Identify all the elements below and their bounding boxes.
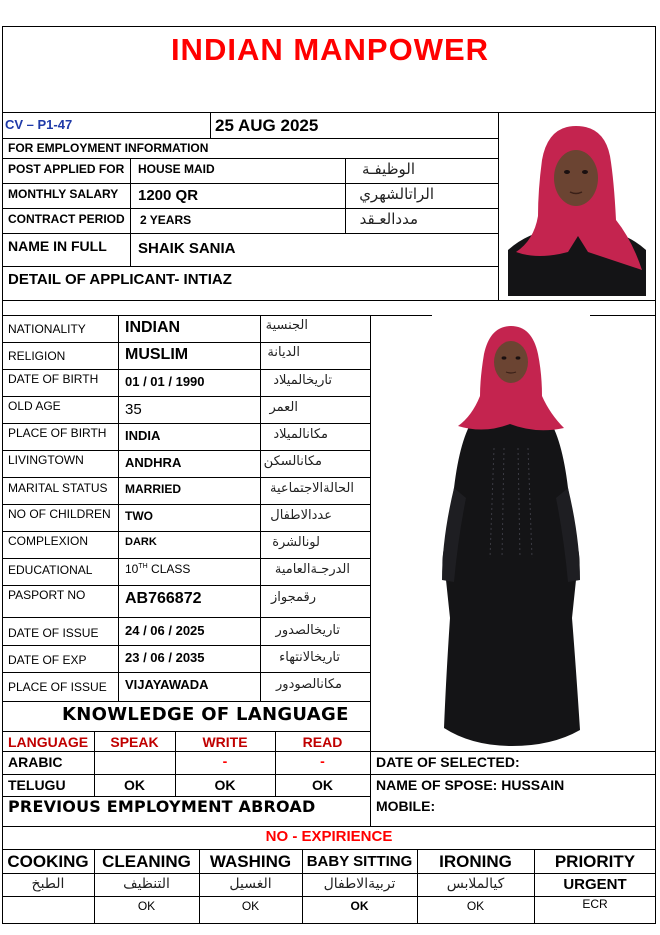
skill-washing-status: OK	[241, 899, 260, 913]
salary-arabic: الراتالشهري	[359, 185, 434, 203]
education-arabic: الدرجـةالعامية	[274, 562, 350, 577]
livingtown-label: LIVINGTOWN	[8, 453, 84, 467]
skill-cleaning: CLEANING	[102, 852, 191, 871]
age-arabic: العمر	[269, 400, 298, 415]
post-label: POST APPLIED FOR	[8, 162, 125, 176]
language-arabic-read: -	[320, 753, 325, 769]
nationality-label: NATIONALITY	[8, 322, 86, 336]
complexion-value: DARK	[125, 536, 157, 548]
language-telugu-speak: OK	[124, 777, 145, 793]
contract-label: CONTRACT PERIOD	[8, 212, 125, 226]
complexion-label: COMPLEXION	[8, 534, 89, 548]
post-arabic: الوظيفـة	[362, 160, 415, 178]
cv-code: CV – P1-47	[5, 117, 73, 132]
priority-ecr: ECR	[582, 897, 608, 911]
language-arabic-write: -	[222, 753, 228, 769]
children-arabic: عددالاطفال	[270, 508, 332, 523]
skill-priority: PRIORITY	[554, 852, 636, 871]
skill-baby-sitting-status: OK	[350, 899, 369, 913]
name-label: NAME IN FULL	[8, 238, 107, 254]
religion-arabic: الديانة	[267, 345, 300, 360]
language-header-write: WRITE	[202, 734, 248, 750]
expiry-date-label: DATE OF EXP	[8, 653, 87, 667]
issue-place-arabic: مكانالصودور	[276, 677, 342, 692]
expiry-date-arabic: تاريخالانتهاء	[279, 650, 340, 665]
name-value: SHAIK SANIA	[138, 240, 236, 257]
religion-label: RELIGION	[8, 349, 66, 363]
children-value: TWO	[125, 509, 153, 523]
language-title: KNOWLEDGE OF LANGUAGE	[62, 704, 349, 725]
birthplace-value: INDIA	[125, 428, 161, 443]
marital-label: MARITAL STATUS	[8, 481, 108, 495]
skill-ironing: IRONING	[439, 852, 512, 871]
applicant-photo-portrait	[508, 120, 646, 296]
language-header-language: LANGUAGE	[8, 734, 89, 750]
education-value	[125, 563, 190, 575]
skill-washing-arabic: الغسيل	[229, 876, 272, 892]
skill-cooking: COOKING	[7, 852, 89, 871]
language-arabic-name: ARABIC	[8, 754, 63, 770]
employment-section-title: FOR EMPLOYMENT INFORMATION	[8, 141, 209, 155]
education-class: CLASS	[147, 562, 191, 576]
passport-label: PASPORT NO	[8, 588, 86, 602]
salary-label: MONTHLY SALARY	[8, 187, 119, 201]
skill-cooking-arabic: الطبخ	[31, 876, 65, 892]
birthplace-arabic: مكانالميلاد	[273, 427, 328, 442]
nationality-value: INDIAN	[125, 319, 181, 336]
issue-date-value: 24 / 06 / 2025	[125, 623, 205, 638]
education-superscript: TH	[138, 563, 148, 570]
applicant-detail: DETAIL OF APPLICANT- INTIAZ	[8, 271, 232, 288]
skill-baby-sitting: BABY SITTING	[306, 853, 413, 870]
skill-ironing-status: OK	[466, 899, 485, 913]
children-label: NO OF CHILDREN	[8, 507, 111, 521]
marital-value: MARRIED	[125, 482, 181, 496]
issue-date-label: DATE OF ISSUE	[8, 626, 99, 640]
priority-urgent: URGENT	[563, 876, 627, 893]
birthplace-label: PLACE OF BIRTH	[8, 426, 107, 440]
complexion-arabic: لونالشرة	[272, 535, 320, 550]
previous-employment-value: NO - EXPIRIENCE	[265, 828, 393, 845]
skill-cleaning-arabic: التنظيف	[123, 876, 170, 892]
mobile: MOBILE:	[376, 798, 436, 814]
company-title: INDIAN MANPOWER	[170, 32, 490, 67]
skill-cleaning-status: OK	[137, 899, 156, 913]
religion-value: MUSLIM	[125, 346, 189, 363]
date-selected: DATE OF SELECTED:	[376, 754, 520, 770]
applicant-photo-full	[432, 318, 590, 750]
dob-arabic: تاريخالميلاد	[273, 373, 332, 388]
language-header-speak: SPEAK	[110, 734, 159, 750]
dob-label: DATE OF BIRTH	[8, 372, 99, 386]
expiry-date-value: 23 / 06 / 2035	[125, 650, 205, 665]
issue-place-value: VIJAYAWADA	[125, 677, 209, 692]
spouse-name: NAME OF SPOSE: HUSSAIN	[376, 777, 565, 793]
livingtown-arabic: مكانالسكن	[263, 454, 322, 469]
passport-value: AB766872	[125, 590, 202, 607]
passport-arabic: رقمجواز	[270, 590, 316, 605]
language-header-read: READ	[302, 734, 343, 750]
dob-value: 01 / 01 / 1990	[125, 374, 205, 389]
previous-employment-title: PREVIOUS EMPLOYMENT ABROAD	[8, 797, 316, 816]
issue-place-label: PLACE OF ISSUE	[8, 680, 107, 694]
skill-washing: WASHING	[209, 852, 292, 871]
post-value: HOUSE MAID	[138, 162, 215, 176]
marital-arabic: الحالةالاجتماعية	[270, 481, 354, 496]
contract-arabic: مددالعـقد	[359, 210, 418, 228]
language-telugu-read: OK	[312, 777, 333, 793]
language-telugu-name: TELUGU	[8, 777, 66, 793]
age-label: OLD AGE	[8, 399, 61, 413]
issue-date-arabic: تاريخالصدور	[275, 623, 340, 638]
education-number: 10	[125, 562, 139, 576]
language-telugu-write: OK	[214, 777, 236, 793]
cv-date: 25 AUG 2025	[215, 116, 319, 135]
age-value: 35	[125, 401, 142, 418]
education-label: EDUCATIONAL	[8, 563, 93, 577]
livingtown-value: ANDHRA	[125, 455, 182, 470]
salary-value: 1200 QR	[138, 187, 199, 204]
skill-baby-sitting-arabic: تربيةالاطفال	[323, 876, 396, 892]
nationality-arabic: الجنسية	[265, 318, 308, 333]
skill-ironing-arabic: كيالملابس	[446, 876, 505, 892]
contract-value: 2 YEARS	[140, 213, 192, 227]
